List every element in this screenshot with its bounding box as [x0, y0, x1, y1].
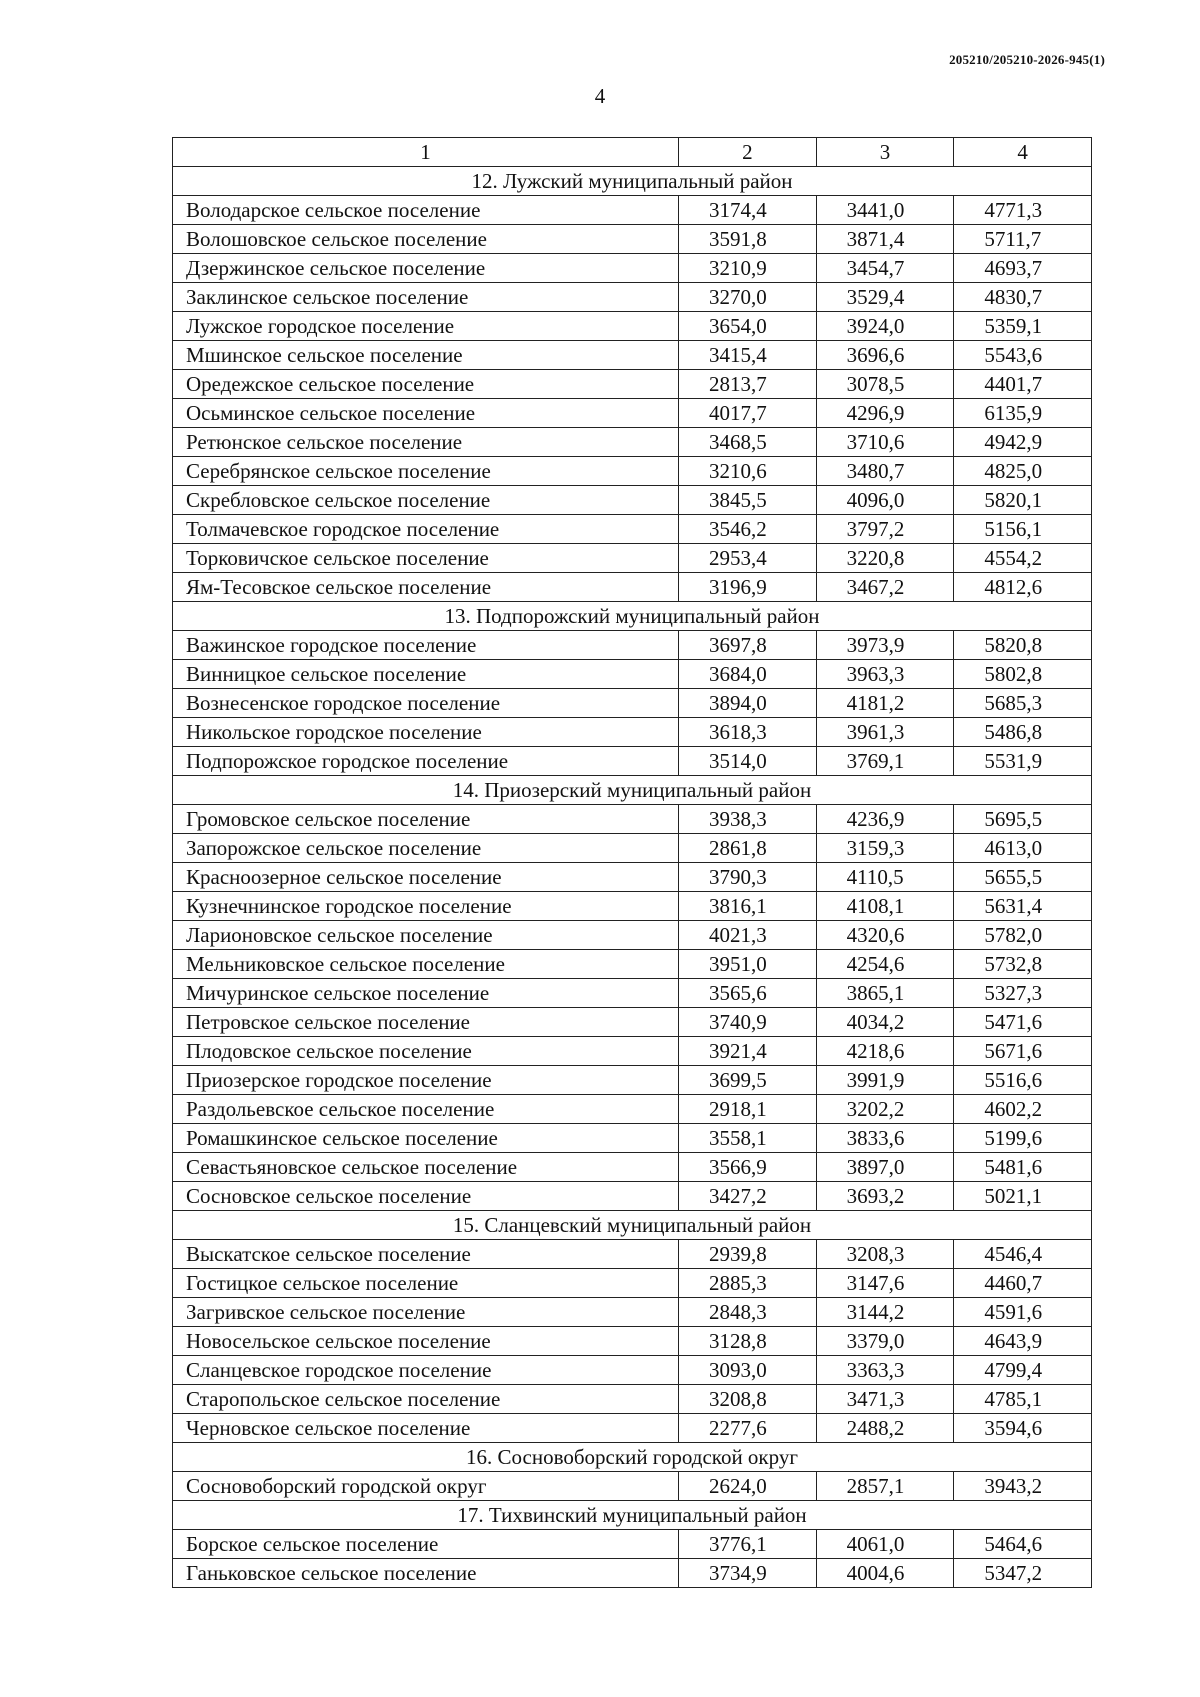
settlement-name-cell: Мшинское сельское поселение [173, 341, 679, 370]
value-cell-col4: 4942,9 [954, 428, 1092, 457]
table-row [173, 1385, 1092, 1414]
value-cell-col3: 3991,9 [816, 1066, 954, 1095]
value-cell-col2: 3558,1 [679, 1124, 817, 1153]
settlement-name-cell: Оредежское сельское поселение [173, 370, 679, 399]
value-cell-col4: 4401,7 [954, 370, 1092, 399]
value-cell-col3: 3220,8 [816, 544, 954, 573]
table-row [173, 921, 1092, 950]
value-cell-col4: 3943,2 [954, 1472, 1092, 1501]
value-cell-col3: 3833,6 [816, 1124, 954, 1153]
value-cell-col3: 4181,2 [816, 689, 954, 718]
value-cell-col3: 3963,3 [816, 660, 954, 689]
value-cell-col2: 3546,2 [679, 515, 817, 544]
value-cell-col2: 3790,3 [679, 863, 817, 892]
settlement-name-cell: Лужское городское поселение [173, 312, 679, 341]
settlement-name-cell: Ретюнское сельское поселение [173, 428, 679, 457]
value-cell-col4: 4799,4 [954, 1356, 1092, 1385]
table-row [173, 515, 1092, 544]
table-row [173, 312, 1092, 341]
value-cell-col4: 5782,0 [954, 921, 1092, 950]
settlement-name-cell: Осьминское сельское поселение [173, 399, 679, 428]
section-header-row [173, 167, 1092, 196]
value-cell-col3: 3961,3 [816, 718, 954, 747]
value-cell-col3: 3208,3 [816, 1240, 954, 1269]
value-cell-col2: 3514,0 [679, 747, 817, 776]
value-cell-col4: 4812,6 [954, 573, 1092, 602]
value-cell-col3: 3480,7 [816, 457, 954, 486]
settlement-name-cell: Раздольевское сельское поселение [173, 1095, 679, 1124]
settlement-name-cell: Мичуринское сельское поселение [173, 979, 679, 1008]
value-cell-col2: 3684,0 [679, 660, 817, 689]
settlement-name-cell: Новосельское сельское поселение [173, 1327, 679, 1356]
value-cell-col2: 3427,2 [679, 1182, 817, 1211]
value-cell-col2: 3618,3 [679, 718, 817, 747]
value-cell-col4: 4546,4 [954, 1240, 1092, 1269]
value-cell-col4: 4591,6 [954, 1298, 1092, 1327]
section-title: 16. Сосновоборский городской округ [173, 1443, 1092, 1472]
value-cell-col4: 5156,1 [954, 515, 1092, 544]
value-cell-col2: 3270,0 [679, 283, 817, 312]
table-row [173, 863, 1092, 892]
value-cell-col4: 4693,7 [954, 254, 1092, 283]
value-cell-col2: 3210,9 [679, 254, 817, 283]
data-table [172, 137, 1092, 1588]
value-cell-col3: 3973,9 [816, 631, 954, 660]
value-cell-col3: 4254,6 [816, 950, 954, 979]
value-cell-col3: 3710,6 [816, 428, 954, 457]
value-cell-col3: 3865,1 [816, 979, 954, 1008]
table-row [173, 1472, 1092, 1501]
value-cell-col4: 4830,7 [954, 283, 1092, 312]
settlement-name-cell: Загривское сельское поселение [173, 1298, 679, 1327]
value-cell-col4: 5516,6 [954, 1066, 1092, 1095]
value-cell-col3: 4004,6 [816, 1559, 954, 1588]
settlement-name-cell: Торковичское сельское поселение [173, 544, 679, 573]
value-cell-col4: 5685,3 [954, 689, 1092, 718]
table-row [173, 1327, 1092, 1356]
value-cell-col4: 5671,6 [954, 1037, 1092, 1066]
value-cell-col3: 4110,5 [816, 863, 954, 892]
value-cell-col4: 5471,6 [954, 1008, 1092, 1037]
value-cell-col2: 3566,9 [679, 1153, 817, 1182]
table-row [173, 1037, 1092, 1066]
value-cell-col3: 3467,2 [816, 573, 954, 602]
table-row [173, 573, 1092, 602]
value-cell-col2: 2813,7 [679, 370, 817, 399]
table-row [173, 834, 1092, 863]
table-row [173, 689, 1092, 718]
table-row [173, 283, 1092, 312]
value-cell-col4: 5820,8 [954, 631, 1092, 660]
value-cell-col3: 4061,0 [816, 1530, 954, 1559]
value-cell-col4: 5347,2 [954, 1559, 1092, 1588]
value-cell-col3: 2857,1 [816, 1472, 954, 1501]
value-cell-col2: 3734,9 [679, 1559, 817, 1588]
value-cell-col4: 4785,1 [954, 1385, 1092, 1414]
table-row [173, 1124, 1092, 1153]
value-cell-col3: 3797,2 [816, 515, 954, 544]
column-header: 2 [679, 138, 817, 167]
value-cell-col2: 2918,1 [679, 1095, 817, 1124]
value-cell-col4: 5486,8 [954, 718, 1092, 747]
settlement-name-cell: Ларионовское сельское поселение [173, 921, 679, 950]
value-cell-col3: 4034,2 [816, 1008, 954, 1037]
value-cell-col3: 3363,3 [816, 1356, 954, 1385]
value-cell-col3: 3159,3 [816, 834, 954, 863]
table-row [173, 196, 1092, 225]
value-cell-col2: 3776,1 [679, 1530, 817, 1559]
value-cell-col3: 3769,1 [816, 747, 954, 776]
value-cell-col4: 5631,4 [954, 892, 1092, 921]
value-cell-col3: 3078,5 [816, 370, 954, 399]
settlement-name-cell: Сосновское сельское поселение [173, 1182, 679, 1211]
table-row [173, 1559, 1092, 1588]
table-row [173, 718, 1092, 747]
value-cell-col2: 3921,4 [679, 1037, 817, 1066]
value-cell-col2: 3938,3 [679, 805, 817, 834]
section-header-row [173, 1211, 1092, 1240]
section-header-row [173, 776, 1092, 805]
settlement-name-cell: Петровское сельское поселение [173, 1008, 679, 1037]
value-cell-col3: 3379,0 [816, 1327, 954, 1356]
column-header: 1 [173, 138, 679, 167]
settlement-name-cell: Мельниковское сельское поселение [173, 950, 679, 979]
value-cell-col3: 3441,0 [816, 196, 954, 225]
value-cell-col2: 3468,5 [679, 428, 817, 457]
table-row [173, 1298, 1092, 1327]
table-row [173, 1095, 1092, 1124]
table-row [173, 225, 1092, 254]
value-cell-col4: 4825,0 [954, 457, 1092, 486]
table-row [173, 1356, 1092, 1385]
table-row [173, 1153, 1092, 1182]
section-title: 15. Сланцевский муниципальный район [173, 1211, 1092, 1240]
settlement-name-cell: Ям-Тесовское сельское поселение [173, 573, 679, 602]
table-row [173, 1414, 1092, 1443]
table-row [173, 370, 1092, 399]
value-cell-col4: 4771,3 [954, 196, 1092, 225]
table-row [173, 1066, 1092, 1095]
value-cell-col2: 2861,8 [679, 834, 817, 863]
value-cell-col3: 4108,1 [816, 892, 954, 921]
table-row [173, 486, 1092, 515]
section-title: 13. Подпорожский муниципальный район [173, 602, 1092, 631]
value-cell-col3: 3471,3 [816, 1385, 954, 1414]
value-cell-col3: 4096,0 [816, 486, 954, 515]
settlement-name-cell: Кузнечнинское городское поселение [173, 892, 679, 921]
settlement-name-cell: Сосновоборский городской округ [173, 1472, 679, 1501]
value-cell-col4: 5481,6 [954, 1153, 1092, 1182]
value-cell-col2: 2885,3 [679, 1269, 817, 1298]
value-cell-col2: 4021,3 [679, 921, 817, 950]
value-cell-col4: 4554,2 [954, 544, 1092, 573]
value-cell-col2: 2624,0 [679, 1472, 817, 1501]
section-header-row [173, 1501, 1092, 1530]
value-cell-col3: 3924,0 [816, 312, 954, 341]
value-cell-col3: 3454,7 [816, 254, 954, 283]
value-cell-col4: 5359,1 [954, 312, 1092, 341]
settlement-name-cell: Севастьяновское сельское поселение [173, 1153, 679, 1182]
settlement-name-cell: Серебрянское сельское поселение [173, 457, 679, 486]
value-cell-col2: 3845,5 [679, 486, 817, 515]
table-header-row [173, 138, 1092, 167]
table-row [173, 747, 1092, 776]
value-cell-col4: 5732,8 [954, 950, 1092, 979]
value-cell-col2: 3208,8 [679, 1385, 817, 1414]
settlement-name-cell: Выскатское сельское поселение [173, 1240, 679, 1269]
table-row [173, 399, 1092, 428]
value-cell-col3: 3897,0 [816, 1153, 954, 1182]
value-cell-col2: 2939,8 [679, 1240, 817, 1269]
settlement-name-cell: Запорожское сельское поселение [173, 834, 679, 863]
settlement-name-cell: Громовское сельское поселение [173, 805, 679, 834]
value-cell-col2: 3210,6 [679, 457, 817, 486]
settlement-name-cell: Плодовское сельское поселение [173, 1037, 679, 1066]
settlement-name-cell: Подпорожское городское поселение [173, 747, 679, 776]
table-row [173, 979, 1092, 1008]
table-row [173, 428, 1092, 457]
value-cell-col3: 4320,6 [816, 921, 954, 950]
settlement-name-cell: Ромашкинское сельское поселение [173, 1124, 679, 1153]
value-cell-col2: 4017,7 [679, 399, 817, 428]
value-cell-col4: 5802,8 [954, 660, 1092, 689]
table-row [173, 544, 1092, 573]
value-cell-col3: 3871,4 [816, 225, 954, 254]
value-cell-col4: 6135,9 [954, 399, 1092, 428]
table-row [173, 950, 1092, 979]
settlement-name-cell: Заклинское сельское поселение [173, 283, 679, 312]
section-title: 14. Приозерский муниципальный район [173, 776, 1092, 805]
table-row [173, 1530, 1092, 1559]
value-cell-col2: 3894,0 [679, 689, 817, 718]
value-cell-col2: 3565,6 [679, 979, 817, 1008]
table-row [173, 1269, 1092, 1298]
table-row [173, 1008, 1092, 1037]
settlement-name-cell: Старопольское сельское поселение [173, 1385, 679, 1414]
value-cell-col2: 3415,4 [679, 341, 817, 370]
value-cell-col4: 5695,5 [954, 805, 1092, 834]
settlement-name-cell: Дзержинское сельское поселение [173, 254, 679, 283]
value-cell-col3: 3529,4 [816, 283, 954, 312]
section-title: 17. Тихвинский муниципальный район [173, 1501, 1092, 1530]
value-cell-col2: 3196,9 [679, 573, 817, 602]
value-cell-col2: 3093,0 [679, 1356, 817, 1385]
settlement-name-cell: Красноозерное сельское поселение [173, 863, 679, 892]
settlement-name-cell: Вознесенское городское поселение [173, 689, 679, 718]
settlement-name-cell: Ганьковское сельское поселение [173, 1559, 679, 1588]
settlement-name-cell: Скребловское сельское поселение [173, 486, 679, 515]
table-row [173, 457, 1092, 486]
value-cell-col2: 3128,8 [679, 1327, 817, 1356]
table-row [173, 660, 1092, 689]
settlement-name-cell: Винницкое сельское поселение [173, 660, 679, 689]
value-cell-col4: 5655,5 [954, 863, 1092, 892]
value-cell-col2: 3591,8 [679, 225, 817, 254]
value-cell-col2: 3697,8 [679, 631, 817, 660]
table-row [173, 254, 1092, 283]
section-header-row [173, 602, 1092, 631]
settlement-name-cell: Борское сельское поселение [173, 1530, 679, 1559]
value-cell-col3: 3147,6 [816, 1269, 954, 1298]
value-cell-col2: 3951,0 [679, 950, 817, 979]
value-cell-col4: 5021,1 [954, 1182, 1092, 1211]
table-row [173, 631, 1092, 660]
section-header-row [173, 1443, 1092, 1472]
value-cell-col2: 2277,6 [679, 1414, 817, 1443]
value-cell-col3: 3144,2 [816, 1298, 954, 1327]
settlement-name-cell: Черновское сельское поселение [173, 1414, 679, 1443]
table-row [173, 1240, 1092, 1269]
settlement-name-cell: Володарское сельское поселение [173, 196, 679, 225]
table-row [173, 892, 1092, 921]
settlement-name-cell: Гостицкое сельское поселение [173, 1269, 679, 1298]
value-cell-col2: 3174,4 [679, 196, 817, 225]
value-cell-col2: 3654,0 [679, 312, 817, 341]
value-cell-col3: 3693,2 [816, 1182, 954, 1211]
value-cell-col2: 3740,9 [679, 1008, 817, 1037]
value-cell-col3: 4296,9 [816, 399, 954, 428]
value-cell-col4: 5820,1 [954, 486, 1092, 515]
value-cell-col4: 4602,2 [954, 1095, 1092, 1124]
column-header: 4 [954, 138, 1092, 167]
value-cell-col3: 3202,2 [816, 1095, 954, 1124]
value-cell-col4: 5711,7 [954, 225, 1092, 254]
value-cell-col3: 4236,9 [816, 805, 954, 834]
settlement-name-cell: Важинское городское поселение [173, 631, 679, 660]
value-cell-col4: 5531,9 [954, 747, 1092, 776]
settlement-name-cell: Толмачевское городское поселение [173, 515, 679, 544]
value-cell-col4: 4643,9 [954, 1327, 1092, 1356]
value-cell-col4: 3594,6 [954, 1414, 1092, 1443]
page-number: 4 [594, 84, 606, 108]
value-cell-col2: 3816,1 [679, 892, 817, 921]
table-row [173, 805, 1092, 834]
value-cell-col2: 3699,5 [679, 1066, 817, 1095]
value-cell-col3: 3696,6 [816, 341, 954, 370]
value-cell-col4: 5543,6 [954, 341, 1092, 370]
value-cell-col3: 2488,2 [816, 1414, 954, 1443]
section-title: 12. Лужский муниципальный район [173, 167, 1092, 196]
value-cell-col4: 5199,6 [954, 1124, 1092, 1153]
settlement-name-cell: Волошовское сельское поселение [173, 225, 679, 254]
value-cell-col2: 2953,4 [679, 544, 817, 573]
value-cell-col4: 4613,0 [954, 834, 1092, 863]
value-cell-col4: 5327,3 [954, 979, 1092, 1008]
table-row [173, 1182, 1092, 1211]
value-cell-col2: 2848,3 [679, 1298, 817, 1327]
document-id: 205210/205210-2026-945(1) [949, 52, 1105, 67]
column-header: 3 [816, 138, 954, 167]
value-cell-col3: 4218,6 [816, 1037, 954, 1066]
value-cell-col4: 4460,7 [954, 1269, 1092, 1298]
table-row [173, 341, 1092, 370]
settlement-name-cell: Приозерское городское поселение [173, 1066, 679, 1095]
settlement-name-cell: Никольское городское поселение [173, 718, 679, 747]
value-cell-col4: 5464,6 [954, 1530, 1092, 1559]
settlement-name-cell: Сланцевское городское поселение [173, 1356, 679, 1385]
